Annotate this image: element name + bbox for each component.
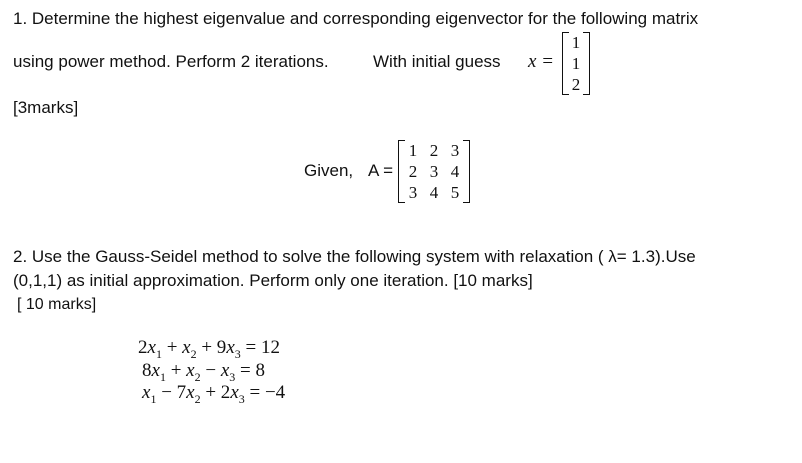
equation-2-rhs: 8: [255, 360, 265, 381]
equation-1-rhs: 12: [260, 337, 280, 358]
matrix-cell: 3: [450, 141, 460, 160]
matrix-cell: 2: [408, 162, 418, 181]
vector-entry: 1: [571, 54, 581, 73]
q2-marks: [ 10 marks]: [17, 296, 97, 313]
vector-entries: [569, 32, 583, 95]
q1-marks: [3marks]: [13, 98, 79, 117]
matrix-cell: 4: [429, 183, 439, 202]
matrix-a: [398, 140, 470, 203]
matrix-entries: [405, 140, 463, 203]
q1-guess-var: x =: [528, 51, 555, 72]
vector-entry: 2: [571, 75, 581, 94]
q2-line2: (0,1,1) as initial approximation. Perform only one iteration. [10 marks]: [13, 271, 533, 290]
equation-3-rhs: −4: [264, 382, 286, 403]
q2-line1: 2. Use the Gauss-Seidel method to solve the following system with relaxation ( λ= 1.3).Use: [13, 247, 696, 266]
initial-guess-vector: [562, 32, 590, 95]
q1-line1: 1. Determine the highest eigenvalue and corresponding eigenvector for the following matrix: [13, 9, 699, 28]
matrix-cell: 1: [408, 141, 418, 160]
vector-entry: 1: [571, 33, 581, 52]
equation-1: $2x_1 + x_2 + 9x_3 = 12$: [138, 337, 280, 361]
left-bracket: [562, 32, 569, 95]
left-bracket: [398, 140, 405, 203]
equation-2: $8x_1 + x_2 - x_3 = 8$: [142, 360, 265, 384]
matrix-cell: 3: [429, 162, 439, 181]
right-bracket: [583, 32, 590, 95]
q1-given-label: Given,: [304, 161, 354, 180]
q1-line2: using power method. Perform 2 iterations.: [13, 52, 329, 71]
right-bracket: [463, 140, 470, 203]
matrix-cell: 5: [450, 183, 460, 202]
matrix-cell: 2: [429, 141, 439, 160]
matrix-cell: 3: [408, 183, 418, 202]
equation-3: $x_1 - 7x_2 + 2x_3 = -4$: [142, 382, 286, 406]
matrix-cell: 4: [450, 162, 460, 181]
q1-guess-label: With initial guess: [373, 52, 501, 71]
q1-matrix-label: A =: [368, 161, 394, 180]
